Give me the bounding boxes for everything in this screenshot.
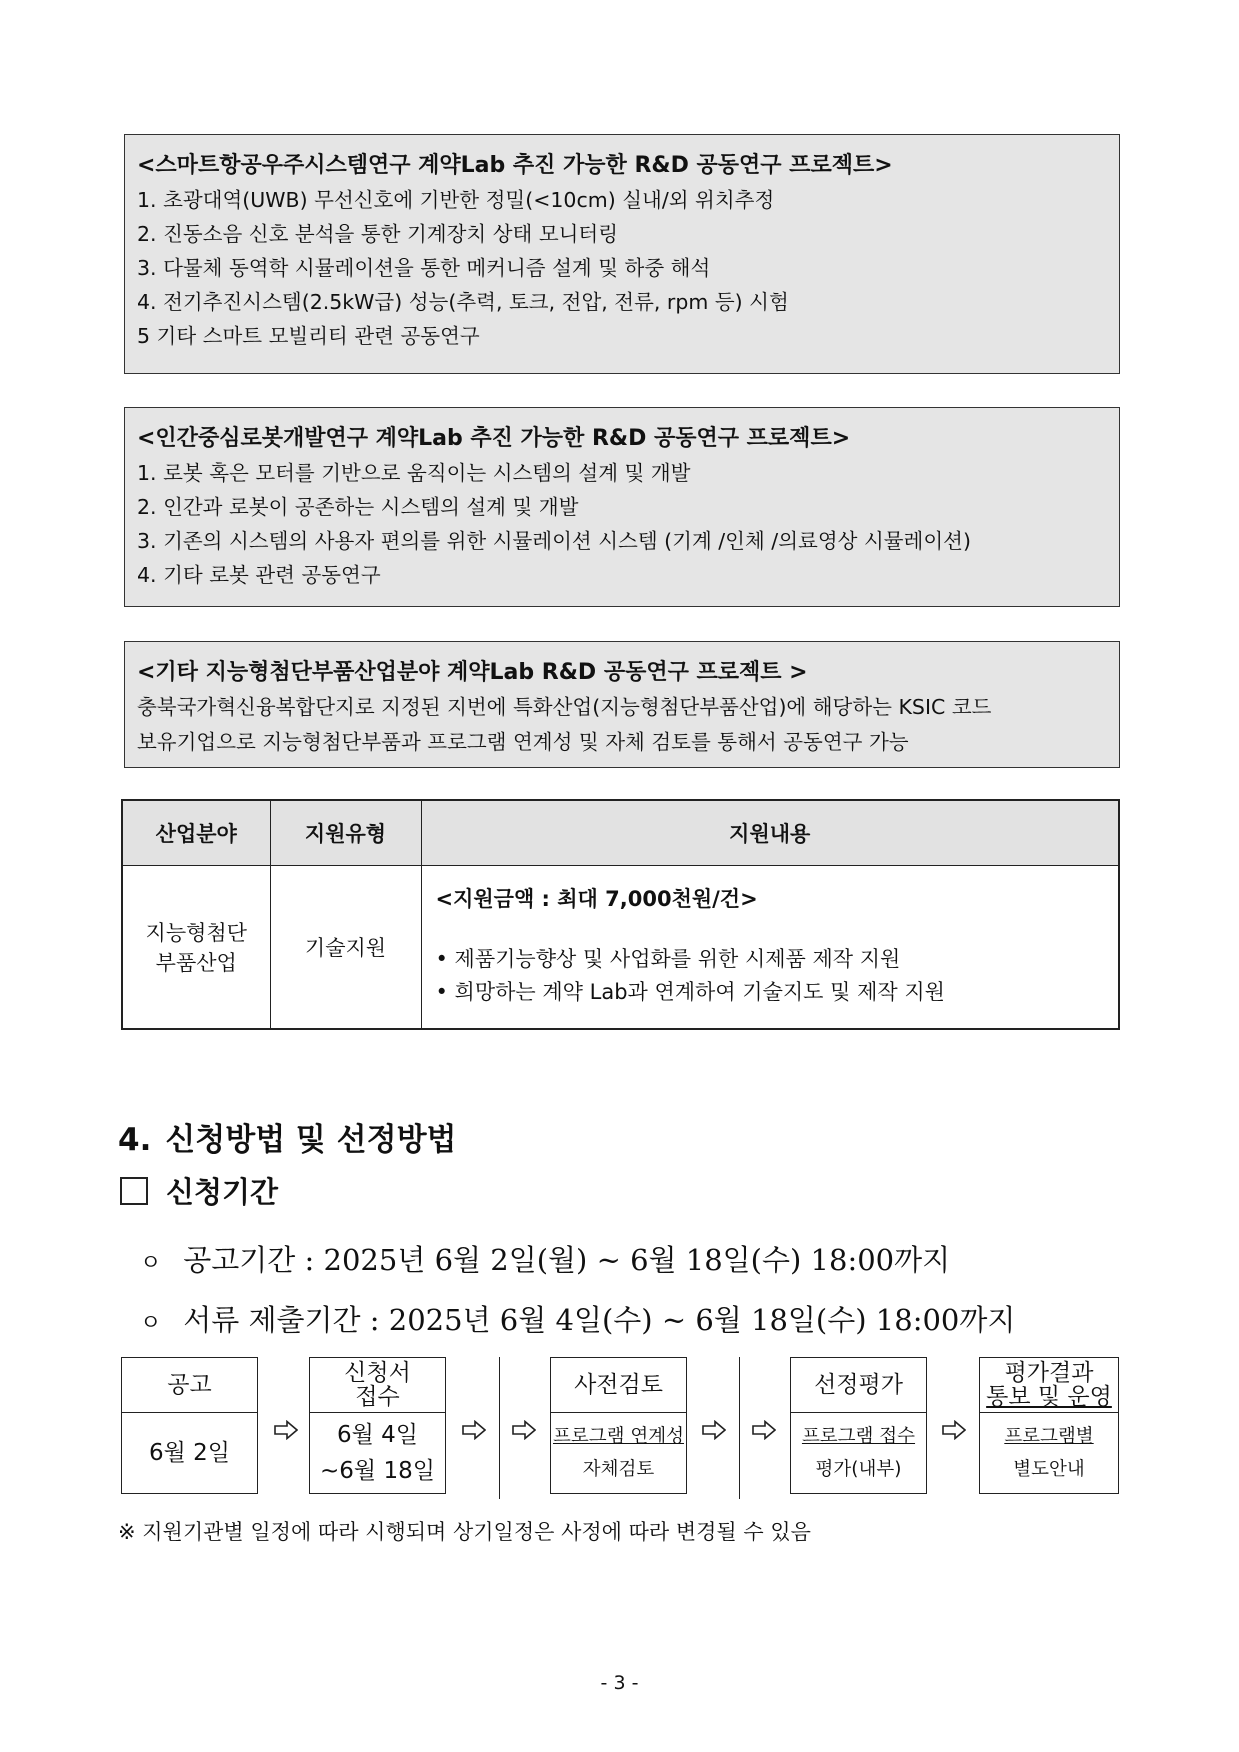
flow-step-head-line: 통보 및 운영 — [986, 1384, 1112, 1410]
flow-step-head: 선정평가 — [791, 1358, 926, 1413]
flow-step-date: 6월 2일 — [148, 1440, 230, 1466]
box-title: <인간중심로봇개발연구 계약Lab 추진 가능한 R&D 공동연구 프로젝트> — [137, 426, 851, 451]
subsection-heading — [120, 1170, 278, 1211]
support-bullet: • 제품기능향상 및 사업화를 위한 시제품 제작 지원 — [435, 947, 901, 971]
flow-step-detail: 프로그램 연계성 — [553, 1426, 684, 1447]
box-text-line: 충북국가혁신융복합단지로 지정된 지번에 특화산업(지능형첨단부품산업)에 해당하는 KSIC 코드 — [137, 695, 992, 719]
flow-step-application — [309, 1357, 446, 1494]
arrow-right-icon — [512, 1420, 536, 1440]
list-item: 2. 진동소음 신호 분석을 통한 기계장치 상태 모니터링 — [137, 222, 619, 246]
flow-step-result — [979, 1357, 1119, 1494]
flow-step-date: ~6월 18일 — [320, 1458, 435, 1484]
flow-step-detail: 프로그램 접수 — [801, 1426, 916, 1447]
list-item: 3. 다물체 동역학 시뮬레이션을 통한 메커니즘 설계 및 하중 해석 — [137, 256, 711, 280]
schedule-note: ※ 지원기관별 일정에 따라 시행되며 상기일정은 사정에 따라 변경될 수 있음 — [118, 1520, 811, 1544]
section-heading — [118, 1114, 456, 1159]
support-table — [121, 799, 1120, 1030]
arrow-right-icon — [752, 1420, 776, 1440]
flow-step-body — [551, 1413, 686, 1493]
divider — [499, 1357, 500, 1499]
box-title: <기타 지능형첨단부품산업분야 계약Lab R&D 공동연구 프로젝트 > — [137, 660, 808, 685]
industry-line: 부품산업 — [155, 951, 237, 975]
smart-aerospace-project-box — [124, 134, 1120, 374]
list-item: 4. 전기추진시스템(2.5kW급) 성능(추력, 토크, 전압, 전류, rpm 등) 시험 — [137, 290, 789, 314]
header-support-content: 지원내용 — [421, 800, 1119, 866]
other-parts-project-box — [124, 641, 1120, 768]
list-item: 1. 로봇 혹은 모터를 기반으로 움직이는 시스템의 설계 및 개발 — [137, 461, 691, 485]
header-support-type: 지원유형 — [270, 800, 421, 866]
cell-support-content — [421, 866, 1119, 1030]
flow-step-body — [122, 1413, 257, 1493]
support-amount: <지원금액 : 최대 7,000천원/건> — [435, 887, 758, 911]
circle-bullet: ㅇ — [140, 1311, 162, 1336]
period-text: 공고기간 : 2025년 6월 2일(월) ~ 6월 18일(수) 18:00까지 — [183, 1243, 951, 1277]
flow-step-announcement — [121, 1357, 258, 1494]
list-item: 5 기타 스마트 모빌리티 관련 공동연구 — [137, 324, 480, 348]
flow-step-head: 공고 — [122, 1358, 257, 1413]
list-item: 2. 인간과 로봇이 공존하는 시스템의 설계 및 개발 — [137, 495, 579, 519]
support-bullet: • 희망하는 계약 Lab과 연계하여 기술지도 및 제작 지원 — [435, 980, 945, 1004]
flow-step-body — [980, 1413, 1118, 1493]
flow-step-detail: 프로그램별 — [1004, 1426, 1094, 1447]
flow-step-detail: 별도안내 — [1013, 1459, 1085, 1480]
flow-step-detail: 평가(내부) — [815, 1459, 902, 1480]
flow-step-body — [791, 1413, 926, 1493]
arrow-right-icon — [462, 1420, 486, 1440]
robot-project-box — [124, 407, 1120, 607]
flow-step-head — [310, 1358, 445, 1413]
period-text: 서류 제출기간 : 2025년 6월 4일(수) ~ 6월 18일(수) 18:00까지 — [183, 1303, 1016, 1337]
flow-step-head: 사전검토 — [551, 1358, 686, 1413]
flow-step-pre-review — [550, 1357, 687, 1494]
list-item: 1. 초광대역(UWB) 무선신호에 기반한 정밀(<10cm) 실내/외 위치추정 — [137, 188, 775, 212]
industry-line: 지능형첨단 — [145, 921, 247, 945]
list-item: 3. 기존의 시스템의 사용자 편의를 위한 시뮬레이션 시스템 (기계 /인체 /의료영상 시뮬레이션) — [137, 529, 971, 553]
cell-industry — [122, 866, 270, 1030]
submission-period — [140, 1298, 1015, 1339]
flow-step-body — [310, 1413, 445, 1493]
list-item: 4. 기타 로봇 관련 공동연구 — [137, 563, 381, 587]
announcement-period — [140, 1238, 950, 1279]
circle-bullet: ㅇ — [140, 1251, 162, 1276]
flow-step-head-line: 평가결과 — [1004, 1360, 1094, 1386]
flow-step-head-line: 접수 — [355, 1384, 400, 1410]
box-text-line: 보유기업으로 지능형첨단부품과 프로그램 연계성 및 자체 검토를 통해서 공동연구 가능 — [137, 730, 909, 754]
table-row — [122, 866, 1119, 1030]
table-header-row — [122, 800, 1119, 866]
divider — [739, 1357, 740, 1499]
header-industry: 산업분야 — [122, 800, 270, 866]
page-number: - 3 - — [600, 1672, 639, 1694]
flow-step-head-line: 신청서 — [344, 1360, 411, 1386]
arrow-right-icon — [702, 1420, 726, 1440]
flow-step-head — [980, 1358, 1118, 1413]
flow-step-date: 6월 4일 — [336, 1422, 418, 1448]
flow-step-selection — [790, 1357, 927, 1494]
square-bullet-icon — [120, 1177, 148, 1205]
cell-support-type: 기술지원 — [270, 866, 421, 1030]
section-number: 4. — [118, 1122, 152, 1158]
subsection-title: 신청기간 — [166, 1175, 279, 1209]
section-title: 신청방법 및 선정방법 — [165, 1122, 457, 1158]
box-title: <스마트항공우주시스템연구 계약Lab 추진 가능한 R&D 공동연구 프로젝트> — [137, 153, 893, 178]
flow-step-detail: 자체검토 — [582, 1459, 655, 1480]
arrow-right-icon — [274, 1420, 298, 1440]
arrow-right-icon — [942, 1420, 966, 1440]
